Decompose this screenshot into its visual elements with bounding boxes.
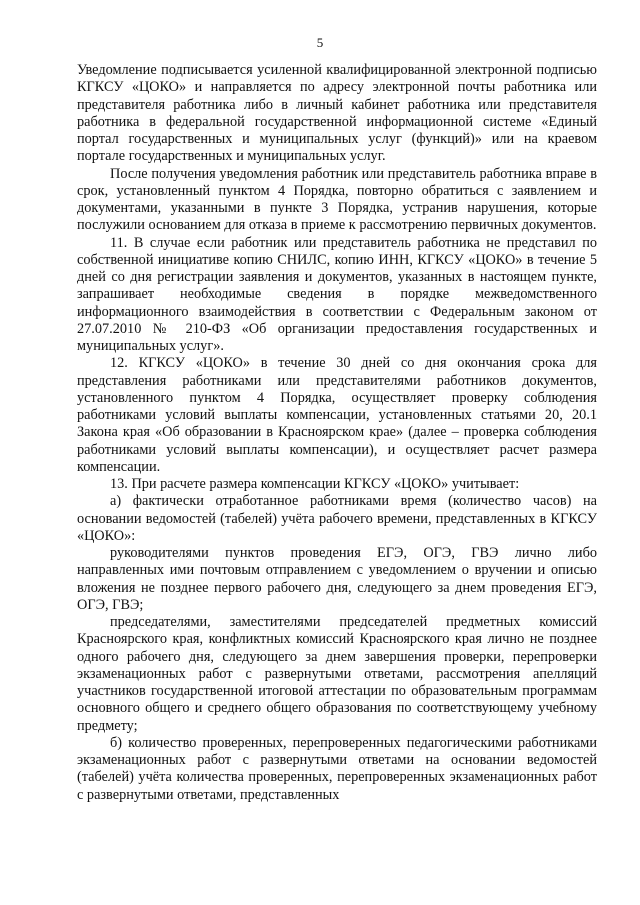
paragraph-commission-chairs: председателями, заместителями председателей предметных комиссий Красноярского края, конфликтных комиссий Красноярского края лично не позднее одного рабочего дня, следующего за днем завершения проверки, перепроверки экзаменационных работ с развернутыми ответами, рассмотрения апелляций участников государственной итоговой аттестации по образовательным программам основного общего и среднего общего образования по соответствующему учебному предмету; — [77, 614, 597, 734]
paragraph-resubmission: После получения уведомления работник или представитель работника вправе в срок, установленный пунктом 4 Порядка, повторно обратиться с заявлением и документами, указанными в пункте 3 Порядка, устранив нарушения, которые послужили основанием для отказа в приеме к рассмотрению первичных документов. — [77, 165, 597, 234]
paragraph-notice-signature: Уведомление подписывается усиленной квалифицированной электронной подписью КГКСУ «ЦОКО» и направляется по адресу электронной почты работника или представителя работника либо в личный кабинет работника или представителя работника в федеральной государственной информационной системе «Единый портал государственных и муниципальных услуг (функций)» или на краевом портале государственных и муниципальных услуг. — [77, 62, 597, 165]
paragraph-item-13: 13. При расчете размера компенсации КГКСУ «ЦОКО» учитывает: — [110, 476, 520, 492]
paragraph-item-13b: б) количество проверенных, перепроверенных педагогическими работниками экзаменационных работ с развернутыми ответами на основании ведомостей (табелей) учёта количества проверенных, перепроверенных экзаменационных работ с развернутыми ответами, представленных — [77, 734, 597, 803]
document-body — [77, 62, 597, 804]
page-number: 5 — [316, 35, 324, 50]
paragraph-item-12: 12. КГКСУ «ЦОКО» в течение 30 дней со дня окончания срока для представления работниками или представителями работников документов, установленного пунктом 4 Порядка, осуществляет проверку соблюдения работниками условий выплаты компенсации, установленных статьями 20, 20.1 Закона края «Об образовании в Красноярском крае» (далее – проверка соблюдения работниками условий выплаты компенсации), и осуществляет расчет размера компенсации. — [77, 355, 597, 475]
paragraph-item-11: 11. В случае если работник или представитель работника не представил по собственной инициативе копию СНИЛС, копию ИНН, КГКСУ «ЦОКО» в течение 5 дней со дня регистрации заявления и документов, указанных в настоящем пункте, запрашивает необходимые сведения в порядке межведомственного информационного взаимодействия в соответствии с Федеральным законом от 27.07.2010 № 210-ФЗ «Об организации предоставления государственных и муниципальных услуг». — [77, 234, 597, 354]
paragraph-exam-point-heads: руководителями пунктов проведения ЕГЭ, ОГЭ, ГВЭ лично либо направленных ими почтовым отправлением с уведомлением о вручении и описью вложения не позднее первого рабочего дня, следующего за днем проведения ЕГЭ, ОГЭ, ГВЭ; — [77, 545, 597, 613]
paragraph-item-13a: а) фактически отработанное работниками время (количество часов) на основании ведомостей (табелей) учёта рабочего времени, представленных в КГКСУ «ЦОКО»: — [77, 493, 597, 544]
